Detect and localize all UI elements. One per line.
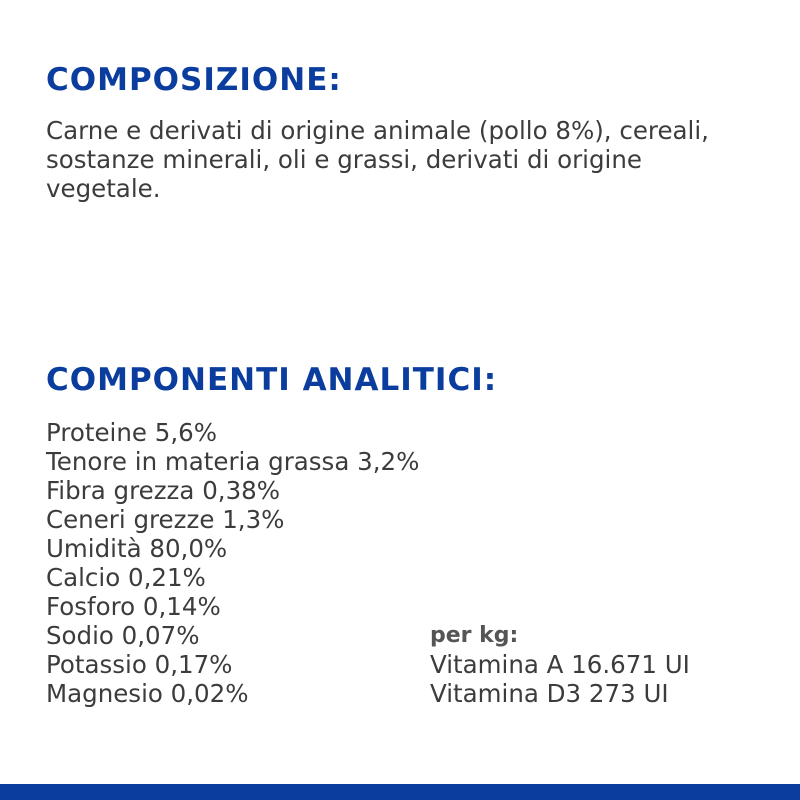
composition-heading: COMPOSIZIONE:	[46, 62, 342, 98]
per-kg-block	[430, 621, 690, 708]
analytics-item-potassio: Potassio 0,17%	[46, 650, 233, 679]
per-kg-item-vitamina-a: Vitamina A 16.671 UI	[430, 650, 690, 679]
composition-text: Carne e derivati di origine animale (pollo 8%), cereali, sostanze minerali, oli e grassi, derivati di origine vegetale.	[46, 116, 709, 203]
analytics-item-fibra: Fibra grezza 0,38%	[46, 476, 281, 505]
analytics-item-fosforo: Fosforo 0,14%	[46, 592, 221, 621]
analytics-item-ceneri: Ceneri grezze 1,3%	[46, 505, 285, 534]
analytics-heading: COMPONENTI ANALITICI:	[46, 362, 498, 398]
analytics-item-proteine: Proteine 5,6%	[46, 418, 217, 447]
bottom-accent-bar	[0, 784, 800, 800]
per-kg-item-vitamina-d3: Vitamina D3 273 UI	[430, 679, 669, 708]
per-kg-title: per kg:	[430, 623, 519, 648]
per-kg-list	[430, 650, 690, 708]
analytics-item-grassi: Tenore in materia grassa 3,2%	[46, 447, 420, 476]
analytics-item-sodio: Sodio 0,07%	[46, 621, 200, 650]
analytics-item-magnesio: Magnesio 0,02%	[46, 679, 249, 708]
analytics-item-calcio: Calcio 0,21%	[46, 563, 206, 592]
analytics-item-umidita: Umidità 80,0%	[46, 534, 228, 563]
analytics-list	[46, 418, 419, 708]
